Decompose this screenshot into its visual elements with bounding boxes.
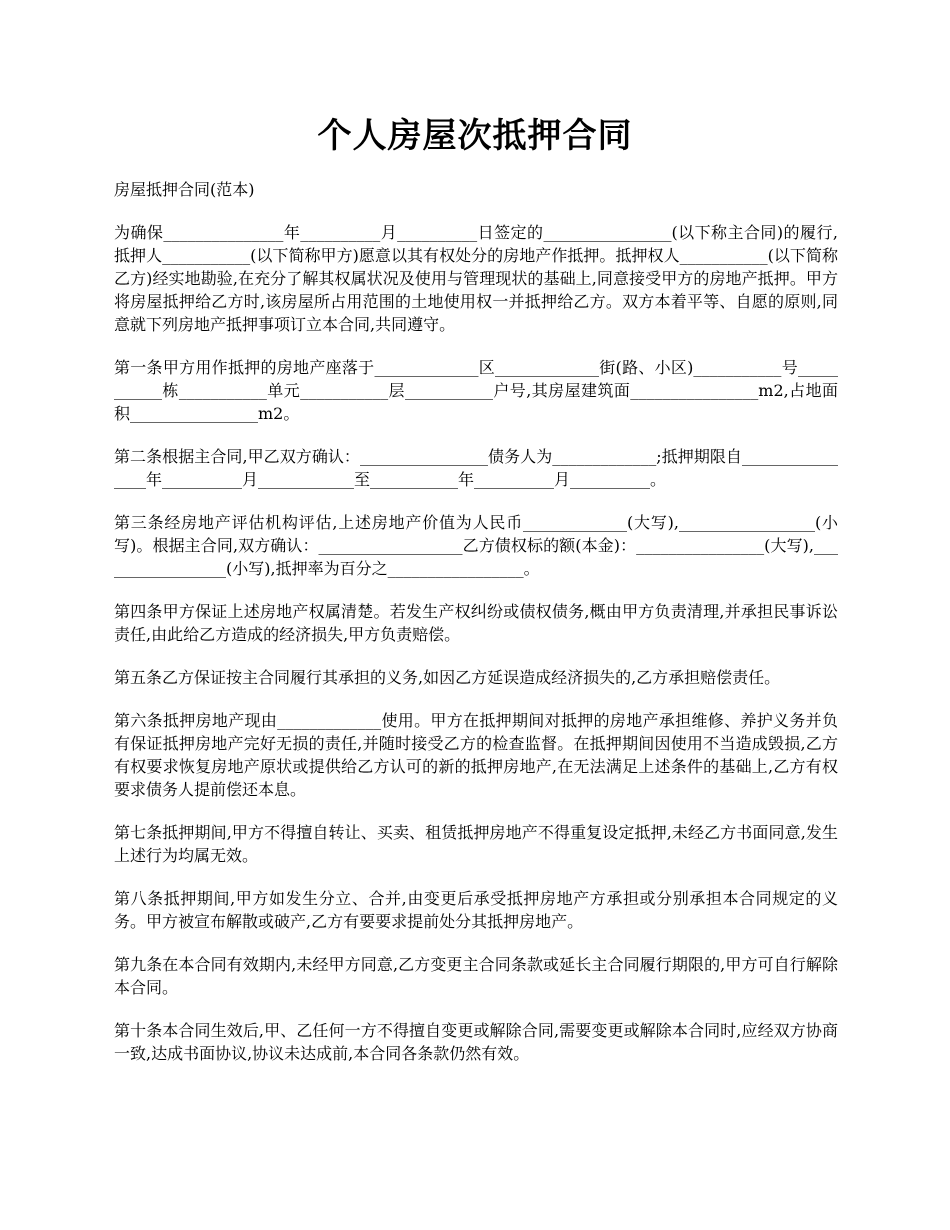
paragraph-article-8: 第八条抵押期间,甲方如发生分立、合并,由变更后承受抵押房地产方承担或分别承担本合同规定的义务。甲方被宣布解散或破产,乙方有要要求提前处分其抵押房地产。 xyxy=(114,889,838,931)
document-subtitle: 房屋抵押合同(范本) xyxy=(114,180,255,199)
paragraph-preamble: 为确保_______________年__________月__________日签定的________________(以下称主合同)的履行,抵押人___________(以下简称甲方)愿意以其有权处分的房地产作抵押。抵押权人___________(以下简称乙方)经实地勘验,在充分了解其权属状况及使用与管理现状的基础上,同意接受甲方的房地产抵押。甲方将房屋抵押给乙方时,该房屋所占用范围的土地使用权一并抵押给乙方。双方本着平等、自愿的原则,同意就下列房地产抵押事项订立本合同,共同遵守。 xyxy=(114,223,838,334)
paragraph-article-7: 第七条抵押期间,甲方不得擅自转让、买卖、租赁抵押房地产不得重复设定抵押,未经乙方书面同意,发生上述行为均属无效。 xyxy=(114,823,838,865)
paragraph-article-10: 第十条本合同生效后,甲、乙任何一方不得擅自变更或解除合同,需要变更或解除本合同时,应经双方协商一致,达成书面协议,协议未达成前,本合同各条款仍然有效。 xyxy=(114,1021,838,1063)
paragraph-article-4: 第四条甲方保证上述房地产权属清楚。若发生产权纠纷或债权债务,概由甲方负责清理,并承担民事诉讼责任,由此给乙方造成的经济损失,甲方负责赔偿。 xyxy=(114,602,838,644)
paragraph-article-5: 第五条乙方保证按主合同履行其承担的义务,如因乙方延误造成经济损失的,乙方承担赔偿责任。 xyxy=(114,668,781,687)
document-body xyxy=(114,178,838,1085)
paragraph-article-3: 第三条经房地产评估机构评估,上述房地产价值为人民币_____________(大写),_________________(小写)。根据主合同,双方确认：__________________乙方债权标的额(本金)：________________(大写),_________________(小写),抵押率为百分之_________________。 xyxy=(114,513,838,578)
paragraph-article-9: 第九条在本合同有效期内,未经甲方同意,乙方变更主合同条款或延长主合同履行期限的,甲方可自行解除本合同。 xyxy=(114,955,838,997)
document-title: 个人房屋次抵押合同 xyxy=(317,116,633,156)
paragraph-article-6: 第六条抵押房地产现由_____________使用。甲方在抵押期间对抵押的房地产承担维修、养护义务并负有保证抵押房地产完好无损的责任,并随时接受乙方的检查监督。在抵押期间因使用不当造成毁损,乙方有权要求恢复房地产原状或提供给乙方认可的新的抵押房地产,在无法满足上述条件的基础上,乙方有权要求债务人提前偿还本息。 xyxy=(114,711,838,799)
paragraph-article-1: 第一条甲方用作抵押的房地产座落于_____________区_____________街(路、小区)___________号___________栋___________单元___________层___________户号,其房屋建筑面________________m2,占地面积________________m2。 xyxy=(114,358,838,423)
paragraph-article-2: 第二条根据主合同,甲乙双方确认：________________债务人为_____________;抵押期限自________________年__________月____________至___________年__________月__________。 xyxy=(114,447,838,489)
